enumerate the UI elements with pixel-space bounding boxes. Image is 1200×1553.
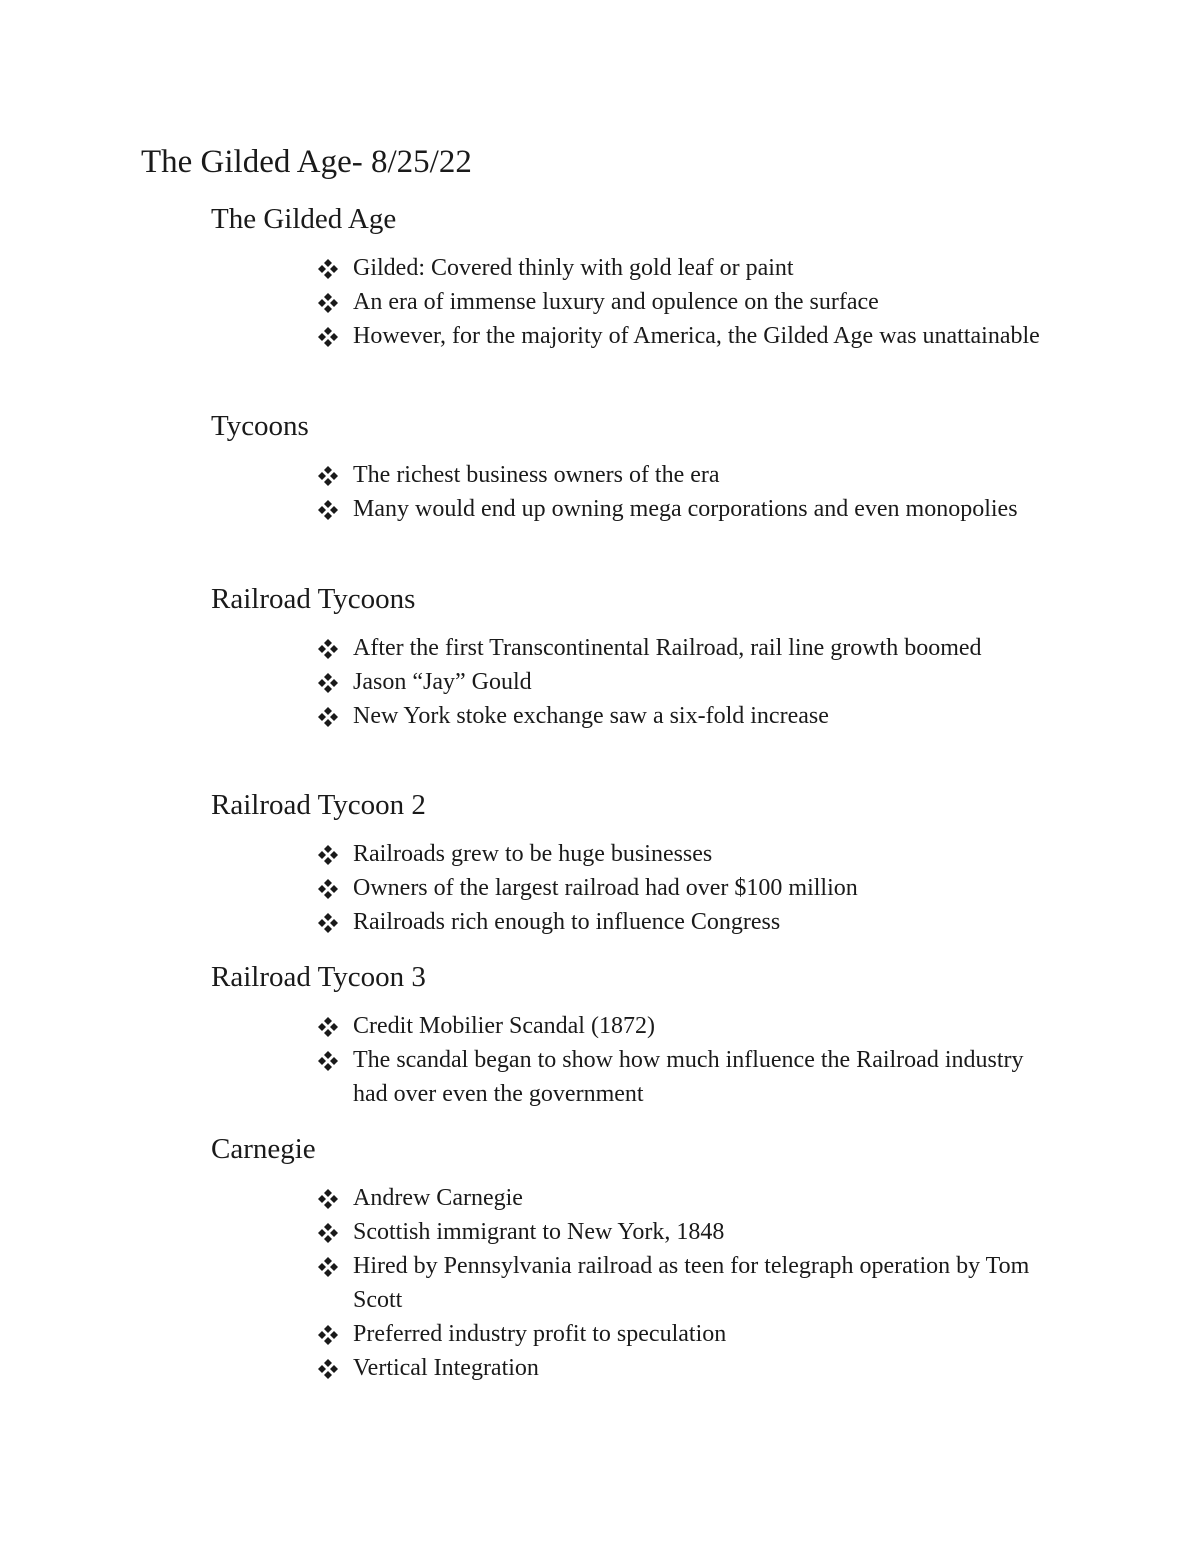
four-diamond-bullet-icon <box>318 1189 338 1209</box>
bullet-item <box>211 1181 1045 1215</box>
four-diamond-bullet-icon <box>318 293 338 313</box>
bullet-text: An era of immense luxury and opulence on the surface <box>353 289 879 315</box>
four-diamond-bullet-icon-graphic <box>318 259 338 279</box>
four-diamond-bullet-icon-graphic <box>318 673 338 693</box>
section-heading: Carnegie <box>211 1133 316 1165</box>
bullet-item <box>211 458 1045 492</box>
bullet-text: Hired by Pennsylvania railroad as teen for telegraph operation by Tom Scott <box>353 1253 1030 1313</box>
four-diamond-bullet-icon-graphic <box>318 1359 338 1379</box>
bullet-item <box>211 871 1045 905</box>
bullet-list <box>211 631 1045 733</box>
four-diamond-bullet-icon-graphic <box>318 879 338 899</box>
bullet-text: The richest business owners of the era <box>353 462 720 488</box>
four-diamond-bullet-icon-graphic <box>318 1017 338 1037</box>
bullet-text: However, for the majority of America, the Gilded Age was unattainable <box>353 323 1040 349</box>
four-diamond-bullet-icon-graphic <box>318 293 338 313</box>
four-diamond-bullet-icon-graphic <box>318 327 338 347</box>
section-railroad-tycoon-2 <box>211 786 1045 939</box>
bullet-item <box>211 492 1045 526</box>
bullet-item <box>211 1215 1045 1249</box>
four-diamond-bullet-icon <box>318 1359 338 1379</box>
four-diamond-bullet-icon <box>318 259 338 279</box>
four-diamond-bullet-icon-graphic <box>318 1257 338 1277</box>
four-diamond-bullet-icon <box>318 1257 338 1277</box>
bullet-text: After the first Transcontinental Railroad, rail line growth boomed <box>353 635 982 661</box>
bullet-list <box>211 837 1045 939</box>
bullet-list <box>211 1181 1045 1385</box>
section-heading: Tycoons <box>211 410 309 442</box>
bullet-text: Scottish immigrant to New York, 1848 <box>353 1219 725 1245</box>
four-diamond-bullet-icon <box>318 1017 338 1037</box>
bullet-item <box>211 665 1045 699</box>
bullet-item <box>211 905 1045 939</box>
four-diamond-bullet-icon <box>318 707 338 727</box>
section-carnegie <box>211 1130 1045 1385</box>
bullet-text: New York stoke exchange saw a six-fold increase <box>353 703 829 729</box>
bullet-text: Andrew Carnegie <box>353 1185 523 1211</box>
four-diamond-bullet-icon <box>318 1223 338 1243</box>
bullet-text: Preferred industry profit to speculation <box>353 1321 727 1347</box>
section-railroad-tycoon-3 <box>211 958 1045 1111</box>
four-diamond-bullet-icon-graphic <box>318 1325 338 1345</box>
bullet-text: Railroads grew to be huge businesses <box>353 841 713 867</box>
bullet-item <box>211 699 1045 733</box>
bullet-text: Vertical Integration <box>353 1355 539 1381</box>
bullet-text: Many would end up owning mega corporations and even monopolies <box>353 496 1018 522</box>
bullet-item <box>211 1351 1045 1385</box>
bullet-list <box>211 1009 1045 1111</box>
four-diamond-bullet-icon-graphic <box>318 466 338 486</box>
section-heading: Railroad Tycoon 2 <box>211 789 426 821</box>
document-title: The Gilded Age- 8/25/22 <box>141 144 472 180</box>
four-diamond-bullet-icon-graphic <box>318 845 338 865</box>
four-diamond-bullet-icon <box>318 673 338 693</box>
four-diamond-bullet-icon-graphic <box>318 913 338 933</box>
bullet-item <box>211 1043 1045 1111</box>
bullet-item <box>211 251 1045 285</box>
bullet-list <box>211 458 1045 526</box>
bullet-text: The scandal began to show how much influence the Railroad industry had over even the government <box>353 1047 1024 1107</box>
bullet-item <box>211 837 1045 871</box>
four-diamond-bullet-icon <box>318 845 338 865</box>
bullet-item <box>211 1009 1045 1043</box>
four-diamond-bullet-icon <box>318 1325 338 1345</box>
four-diamond-bullet-icon <box>318 639 338 659</box>
section-heading: The Gilded Age <box>211 203 397 235</box>
bullet-item <box>211 1249 1045 1317</box>
bullet-text: Credit Mobilier Scandal (1872) <box>353 1013 655 1039</box>
bullet-item <box>211 285 1045 319</box>
four-diamond-bullet-icon <box>318 500 338 520</box>
bullet-text: Gilded: Covered thinly with gold leaf or paint <box>353 255 794 281</box>
bullet-text: Railroads rich enough to influence Congress <box>353 909 781 935</box>
section-the-gilded-age <box>211 200 1045 353</box>
section-heading: Railroad Tycoon 3 <box>211 961 426 993</box>
bullet-item <box>211 319 1045 353</box>
bullet-text: Owners of the largest railroad had over $100 million <box>353 875 858 901</box>
four-diamond-bullet-icon-graphic <box>318 1223 338 1243</box>
four-diamond-bullet-icon-graphic <box>318 707 338 727</box>
four-diamond-bullet-icon-graphic <box>318 1189 338 1209</box>
section-heading: Railroad Tycoons <box>211 583 416 615</box>
four-diamond-bullet-icon <box>318 466 338 486</box>
four-diamond-bullet-icon-graphic <box>318 500 338 520</box>
four-diamond-bullet-icon-graphic <box>318 1051 338 1071</box>
four-diamond-bullet-icon <box>318 879 338 899</box>
bullet-item <box>211 1317 1045 1351</box>
bullet-list <box>211 251 1045 353</box>
bullet-item <box>211 631 1045 665</box>
four-diamond-bullet-icon <box>318 913 338 933</box>
four-diamond-bullet-icon-graphic <box>318 639 338 659</box>
section-railroad-tycoons <box>211 580 1045 733</box>
four-diamond-bullet-icon <box>318 327 338 347</box>
four-diamond-bullet-icon <box>318 1051 338 1071</box>
bullet-text: Jason “Jay” Gould <box>353 669 532 695</box>
section-tycoons <box>211 407 1045 526</box>
